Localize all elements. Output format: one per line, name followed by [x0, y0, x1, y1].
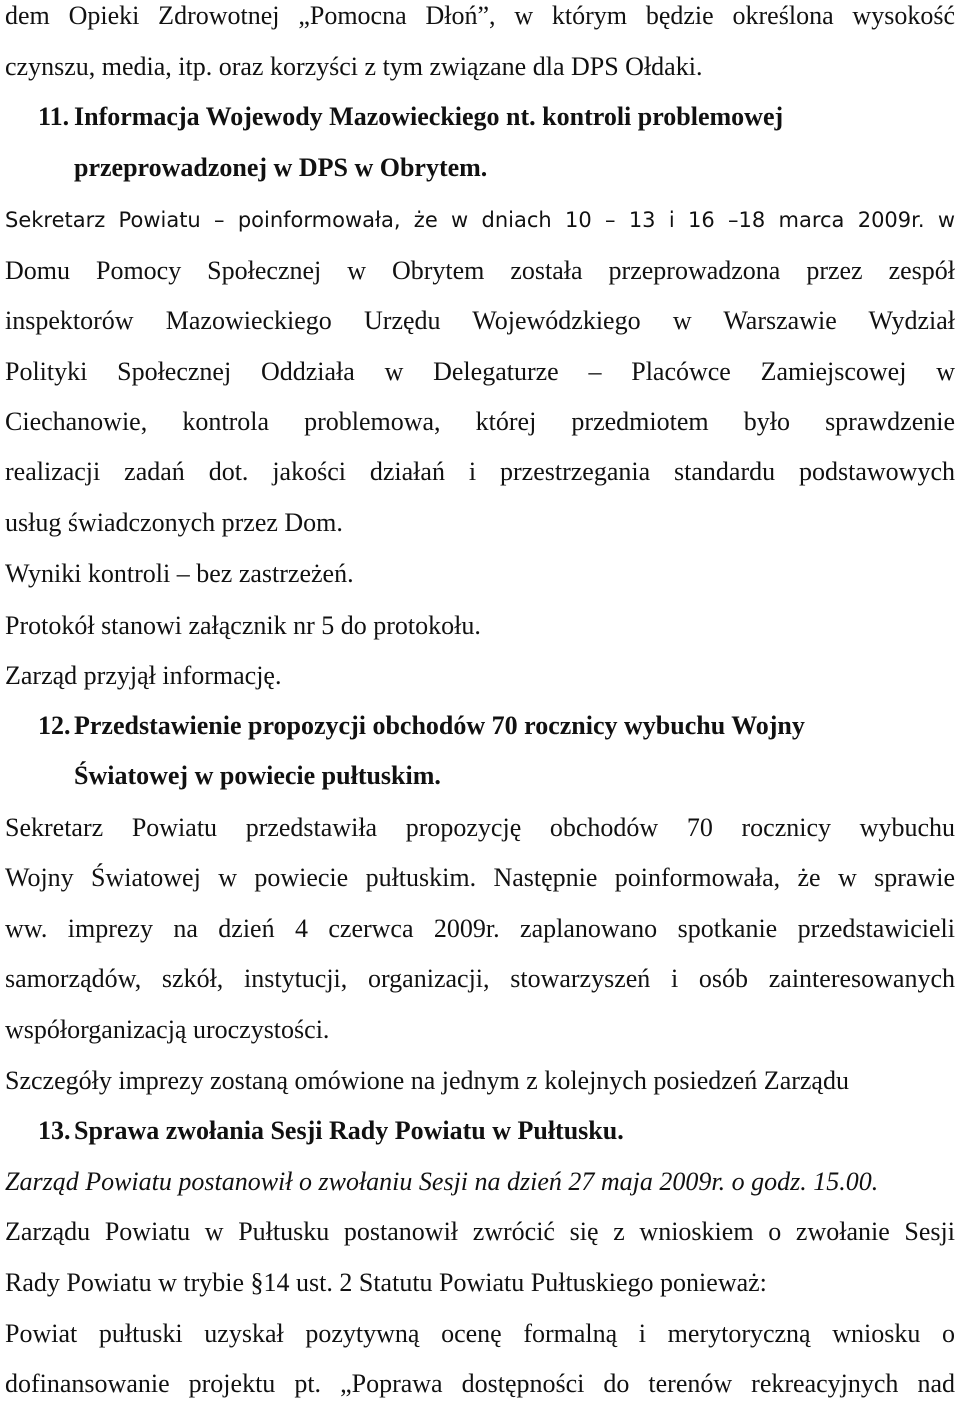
- text-line: samorządów, szkół, instytucji, organizacji, stowarzyszeń i osób zainteresowanych: [5, 964, 955, 993]
- section-title-continued: przeprowadzonej w DPS w Obrytem.: [74, 153, 488, 182]
- text-line: Polityki Społecznej Oddziała w Delegaturze – Placówce Zamiejscowej w: [5, 357, 955, 386]
- section-number: 12.: [38, 711, 71, 740]
- text-line: Sekretarz Powiatu przedstawiła propozycję obchodów 70 rocznicy wybuchu: [5, 813, 955, 842]
- text-line: Rady Powiatu w trybie §14 ust. 2 Statutu Powiatu Pułtuskiego ponieważ:: [5, 1268, 767, 1297]
- text-line: Zarząd przyjął informację.: [5, 661, 282, 690]
- section-title: Informacja Wojewody Mazowieckiego nt. kontroli problemowej: [74, 102, 784, 131]
- text-line: Protokół stanowi załącznik nr 5 do protokołu.: [5, 611, 481, 640]
- section-heading-13: [38, 1115, 955, 1147]
- text-line: Zarząd Powiatu postanowił o zwołaniu Sesji na dzień 27 maja 2009r. o godz. 15.00.: [5, 1167, 879, 1196]
- text-line: Sekretarz Powiatu – poinformowała, że w dniach 10 – 13 i 16 –18 marca 2009r. w: [5, 208, 955, 232]
- text-line: Wojny Światowej w powiecie pułtuskim. Następnie poinformowała, że w sprawie: [5, 863, 955, 892]
- text-line: Wyniki kontroli – bez zastrzeżeń.: [5, 559, 354, 588]
- text-line: ww. imprezy na dzień 4 czerwca 2009r. zaplanowano spotkanie przedstawicieli: [5, 914, 955, 943]
- text-line: usług świadczonych przez Dom.: [5, 508, 343, 537]
- section-title: Sprawa zwołania Sesji Rady Powiatu w Pułtusku.: [74, 1116, 624, 1145]
- text-line: Powiat pułtuski uzyskał pozytywną ocenę formalną i merytoryczną wniosku o: [5, 1319, 955, 1348]
- text-line: Szczegóły imprezy zostaną omówione na jednym z kolejnych posiedzeń Zarządu: [5, 1066, 849, 1095]
- section-number: 13.: [38, 1116, 71, 1145]
- section-title: Przedstawienie propozycji obchodów 70 rocznicy wybuchu Wojny: [74, 711, 805, 740]
- text-line: Domu Pomocy Społecznej w Obrytem została przeprowadzona przez zespół: [5, 256, 955, 285]
- section-heading-12: [38, 710, 955, 742]
- text-line: inspektorów Mazowieckiego Urzędu Wojewódzkiego w Warszawie Wydział: [5, 306, 955, 335]
- section-number: 11.: [38, 102, 70, 131]
- text-line: realizacji zadań dot. jakości działań i przestrzegania standardu podstawowych: [5, 457, 955, 486]
- text-line: dofinansowanie projektu pt. „Poprawa dostępności do terenów rekreacyjnych nad: [5, 1369, 955, 1398]
- text-line: współorganizacją uroczystości.: [5, 1015, 330, 1044]
- text-line: czynszu, media, itp. oraz korzyści z tym związane dla DPS Ołdaki.: [5, 52, 703, 81]
- text-line: dem Opieki Zdrowotnej „Pomocna Dłoń”, w którym będzie określona wysokość: [5, 1, 955, 30]
- section-title-continued: Światowej w powiecie pułtuskim.: [74, 761, 441, 790]
- text-line: Zarządu Powiatu w Pułtusku postanowił zwrócić się z wnioskiem o zwołanie Sesji: [5, 1217, 955, 1246]
- section-heading-11: [38, 101, 955, 133]
- text-line: Ciechanowie, kontrola problemowa, której przedmiotem było sprawdzenie: [5, 407, 955, 436]
